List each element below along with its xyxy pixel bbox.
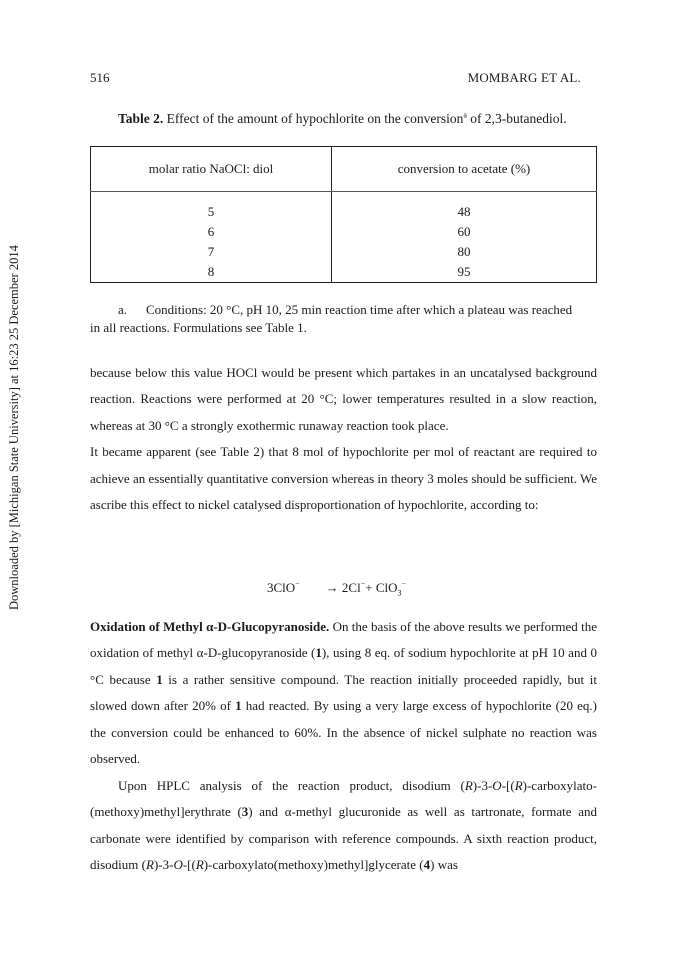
table-row [91,192,597,223]
stereo-descriptor: R [195,857,204,873]
compound-ref: 1 [156,671,163,687]
cell-ratio: 7 [91,242,332,262]
equation-charge: − [360,579,366,589]
cell-conversion: 60 [457,224,471,239]
text-run: is a rather sensitive compound. The reaction initially proceeded rapidly, but it slowed down after 20% of [90,671,597,714]
running-head: MOMBARG ET AL. [467,70,581,85]
table-header-row [91,147,597,192]
table-caption-label: Table 2. [118,111,164,126]
text-run: -[( [182,857,196,873]
cell-ratio: 6 [91,222,332,242]
stereo-descriptor: R [464,778,473,793]
column-header-conversion: conversion to acetate (%) [332,147,597,192]
column-header-molar-ratio: molar ratio NaOCl: diol [91,147,332,192]
download-watermark: Downloaded by [Michigan State University] at 16:23 25 December 2014 [7,245,21,610]
text-run: had reacted. By using a very large excess of hypochlorite (20 eq.) the conversion could be enhanced to 60%. In the absence of nickel sulphate no reaction was observed. [90,698,598,767]
equation-arrow-product: → 2Cl [325,580,361,595]
equation-charge: − [401,579,407,589]
text-run: ), using 8 eq. of sodium hypochlorite at pH 10 and 0 °C because [90,645,597,687]
disproportionation-equation [0,580,673,596]
table-caption-text: Effect of the amount of hypochlorite on the conversion [166,111,464,126]
equation-product: + ClO [365,580,398,595]
table-row [91,242,597,262]
table-row [91,262,597,283]
cell-ratio: 5 [91,192,332,223]
equation-reactant: 3ClO [266,580,296,595]
compound-ref: 1 [315,645,322,661]
equation-charge: − [295,579,300,589]
footnote-mark: a. [118,302,128,317]
stereo-descriptor: R [514,778,523,793]
paragraph-2: It became apparent (see Table 2) that 8 mol of hypochlorite per mol of reactant are required to achieve an essentially quantitative conversion whereas in theory 3 moles should be sufficient. We ascribe this effect to nickel catalysed disproportionation of hypochlorite, according to: [90,444,597,513]
compound-ref: 1 [235,698,242,714]
text-run: On the basis of the above results we performed the oxidation of methyl α-D-glucopyranoside ( [90,619,597,661]
compound-ref: 4 [423,857,431,873]
stereo-descriptor: R [145,857,154,873]
table-footnote [90,301,598,337]
equation-subscript: 3 [397,588,402,598]
section-heading: Oxidation of Methyl α-D-Glucopyranoside. [90,619,330,634]
table-row [91,222,597,242]
text-run: Upon HPLC analysis of the reaction product, disodium ( [118,778,465,793]
locant: O [492,778,502,793]
text-run: -[( [501,778,515,793]
text-run: )-carboxylato(methoxy)methyl]glycerate ( [203,857,424,873]
text-run: )-3- [153,857,174,873]
compound-ref: 3 [241,804,249,820]
cell-conversion: 80 [457,244,471,259]
text-run: )-carboxylato-(methoxy)methyl]erythrate ( [90,778,597,820]
cell-ratio: 8 [91,262,332,283]
text-run: ) and α-methyl glucuronide as well as tartronate, formate and carbonate were identified by comparison with reference compounds. A sixth reaction product, disodium ( [90,804,597,873]
paragraph-1: because below this value HOCl would be present which partakes in an uncatalysed background reaction. Reactions were performed at 20 °C; lower temperatures resulted in a slow reaction, whereas at 30 °C a strongly exothermic runaway reaction took place. [90,365,597,433]
table-caption-text-end: of 2,3-butanediol. [470,111,567,126]
body-paragraphs-upper [90,360,597,518]
table-caption [118,111,567,127]
cell-conversion: 48 [457,204,471,219]
paragraph-4 [90,773,597,879]
footnote-line-2: in all reactions. Formulations see Table 1. [90,320,307,335]
footnote-line-1: Conditions: 20 °C, pH 10, 25 min reaction time after which a plateau was reached [146,302,573,317]
page-number: 516 [90,70,110,85]
table-caption-footnote-mark: a [463,110,467,120]
text-run: )-3- [472,778,493,793]
conversion-table [90,146,597,283]
locant: O [173,857,183,873]
cell-conversion: 95 [457,264,471,279]
paragraph-3 [90,614,597,772]
text-run: ) was [430,857,458,873]
